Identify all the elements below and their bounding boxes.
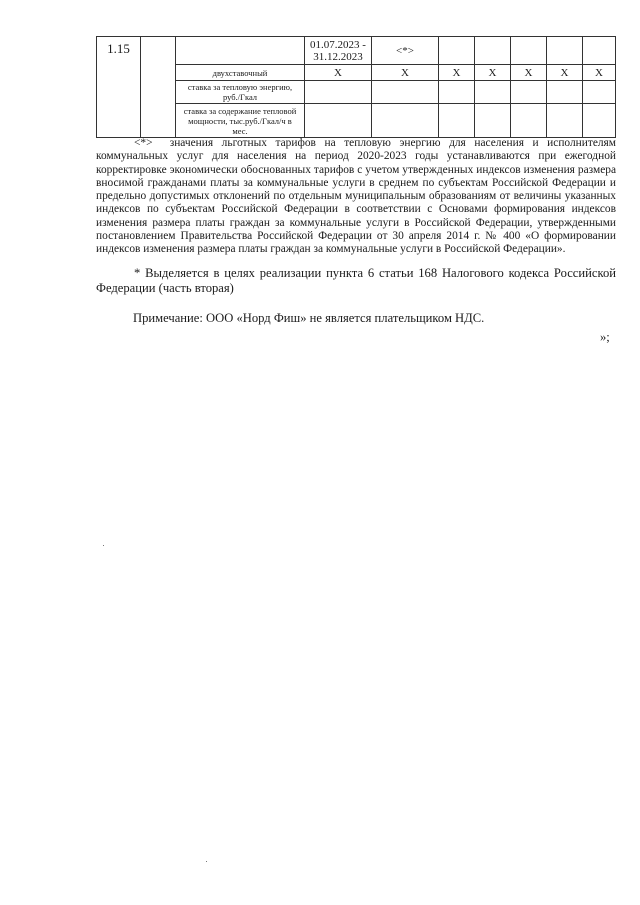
rate-type-label: двухставочный [176, 65, 305, 81]
vat-note [96, 266, 616, 296]
empty-cell [475, 37, 511, 65]
rate-x-cell: X [511, 65, 547, 81]
rate-x-cell: X [305, 65, 372, 81]
empty-cell [583, 104, 616, 138]
vat-note-text: * Выделяется в целях реализации пункта 6 статьи 168 Налогового кодекса Российской Федерации (часть вторая) [96, 266, 616, 295]
empty-cell [305, 104, 372, 138]
rate-x-cell: X [372, 65, 439, 81]
empty-cell [475, 81, 511, 104]
empty-cell [305, 81, 372, 104]
footnote-mark: <*> [134, 137, 153, 149]
scan-speck [206, 861, 207, 862]
period-text: 01.07.2023 - 31.12.2023 [310, 38, 366, 63]
scan-speck [103, 545, 104, 546]
empty-cell [511, 37, 547, 65]
empty-cell [372, 104, 439, 138]
empty-cell [372, 81, 439, 104]
empty-cell [583, 37, 616, 65]
empty-cell [583, 81, 616, 104]
empty-cell [511, 104, 547, 138]
rate-x-cell: X [583, 65, 616, 81]
rate-x-cell: X [439, 65, 475, 81]
empty-cell [547, 81, 583, 104]
empty-cell [176, 37, 305, 65]
empty-cell [547, 37, 583, 65]
period-mark: <*> [372, 37, 439, 65]
row-number: 1.15 [97, 37, 141, 138]
closing-quote: »; [600, 330, 610, 344]
empty-cell [475, 104, 511, 138]
tariff-table [96, 36, 616, 138]
empty-cell [439, 37, 475, 65]
rate-x-cell: X [547, 65, 583, 81]
rate-x-cell: X [475, 65, 511, 81]
capacity-rate-label: ставка за содержание тепловой мощности, тыс.руб./Гкал/ч в мес. [176, 104, 305, 138]
footnote [96, 137, 616, 257]
empty-cell [547, 104, 583, 138]
footnote-text: значения льготных тарифов на тепловую энергию для населения и исполнителям коммунальных услуг для населения на период 2020-2023 годы устанавливаются при ежегодной корректировке экономически обоснованных тарифов с учетом утвержденных индексов изменения размера вносимой гражданами платы за коммунальные услуги в среднем по субъектам Российской Федерации и предельно допустимых отклонений по отдельным муниципальным образованиям от величины указанных индексов по субъектам Российской Федерации в соответствии с Основами формирования индексов изменения размера платы граждан за коммунальные услуги в Российской Федерации, утвержденными постановлением Правительства Российской Федерации от 30 апреля 2014 г. № 400 «О формировании индексов изменения размера платы граждан за коммунальные услуги в Российской Федерации». [96, 137, 617, 256]
heat-energy-rate-label: ставка за тепловую энергию, руб./Гкал [176, 81, 305, 104]
empty-cell [511, 81, 547, 104]
empty-cell [439, 81, 475, 104]
empty-cell [439, 104, 475, 138]
empty-cell [141, 37, 176, 138]
remark: Примечание: ООО «Норд Фиш» не является плательщиком НДС. [133, 311, 485, 325]
period-cell [305, 37, 372, 65]
